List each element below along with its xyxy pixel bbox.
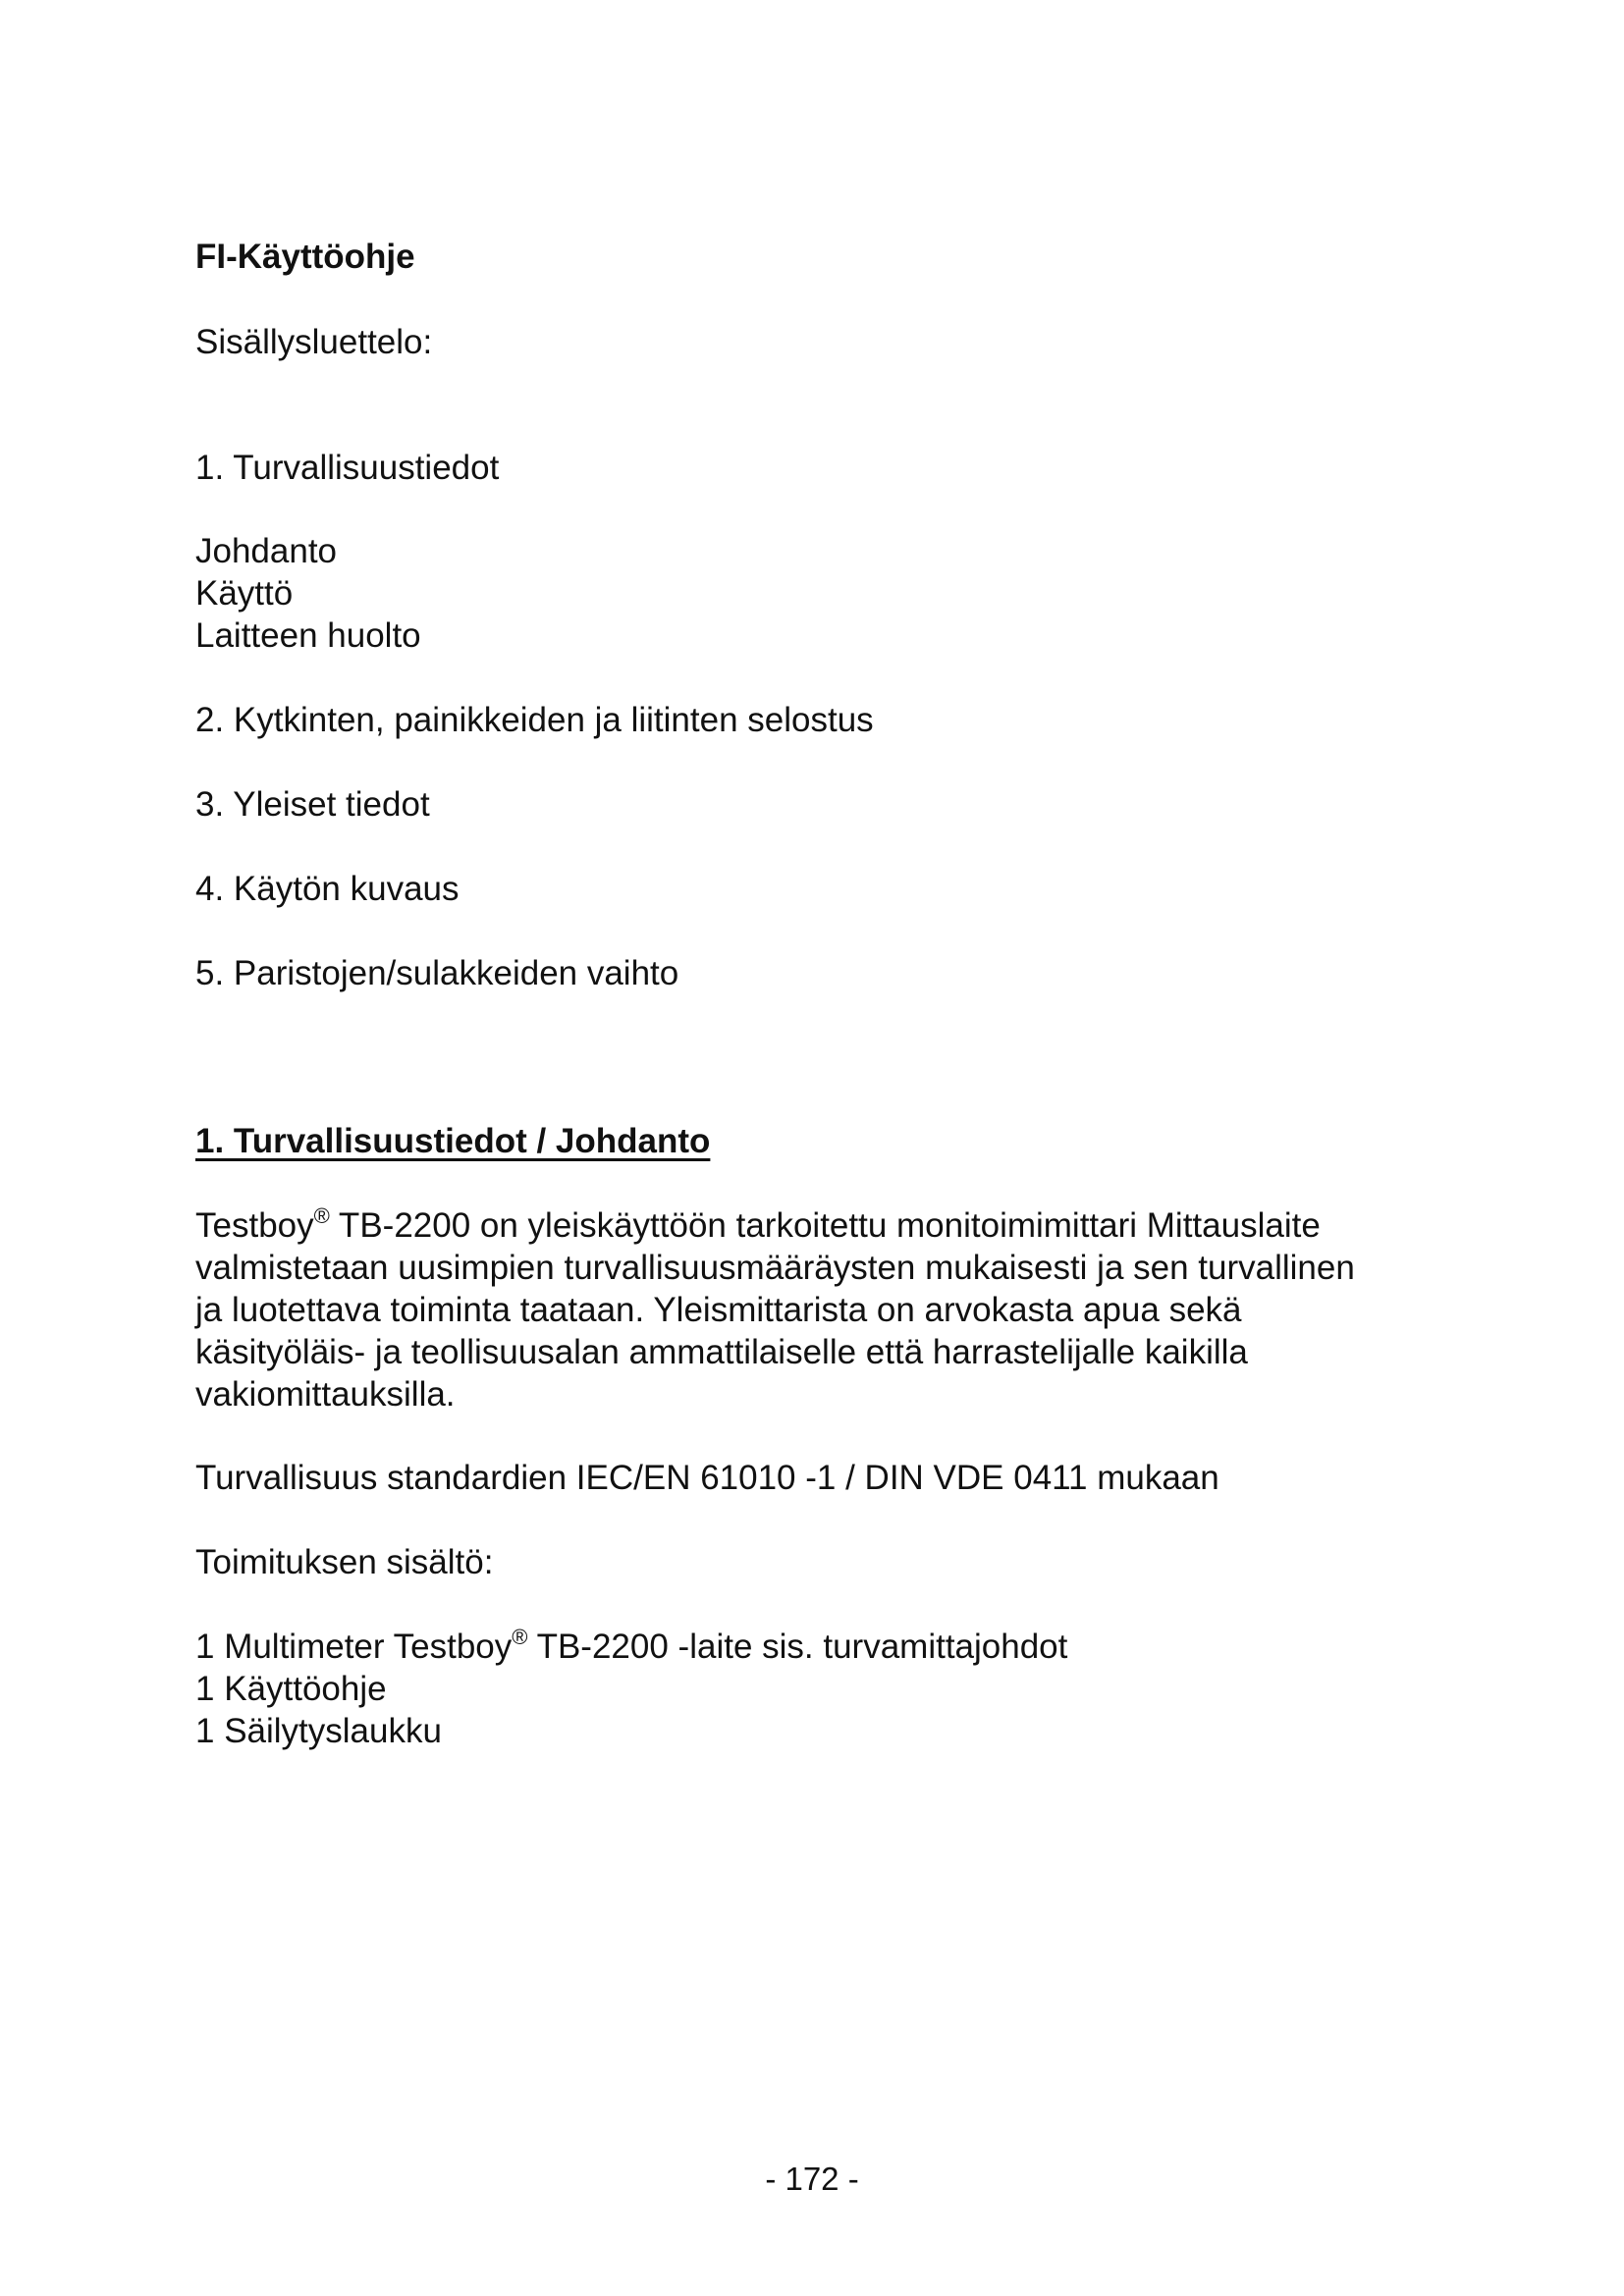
brand-name: Testboy <box>195 1206 314 1245</box>
document-title: FI-Käyttöohje <box>195 238 415 276</box>
toc-subitem-huolto: Laitteen huolto <box>195 616 421 655</box>
intro-paragraph-line-1 <box>195 1204 1321 1247</box>
delivery-item-case: 1 Säilytyslaukku <box>195 1712 442 1750</box>
toc-item-2: 2. Kytkinten, painikkeiden ja liitinten selostus <box>195 701 874 739</box>
registered-mark: ® <box>313 1203 330 1228</box>
toc-heading: Sisällysluettelo: <box>195 323 433 361</box>
delivery-item-multimeter <box>195 1626 1067 1668</box>
toc-item-4: 4. Käytön kuvaus <box>195 870 460 908</box>
page-number: - 172 - <box>765 2161 859 2197</box>
toc-subitem-kaytto: Käyttö <box>195 574 294 613</box>
intro-paragraph-line-3: ja luotettava toiminta taataan. Yleismittarista on arvokasta apua sekä <box>195 1291 1242 1329</box>
delivery-item-manual: 1 Käyttöohje <box>195 1670 387 1708</box>
intro-paragraph-line-5: vakiomittauksilla. <box>195 1375 456 1414</box>
toc-subitem-johdanto: Johdanto <box>195 532 338 570</box>
delivery-heading: Toimituksen sisältö: <box>195 1543 494 1581</box>
toc-item-3: 3. Yleiset tiedot <box>195 785 430 824</box>
toc-item-1: 1. Turvallisuustiedot <box>195 449 500 487</box>
delivery-item-1-pre: 1 Multimeter Testboy <box>195 1628 513 1666</box>
section-heading: 1. Turvallisuustiedot / Johdanto <box>195 1122 711 1160</box>
delivery-item-1-post: TB-2200 -laite sis. turvamittajohdot <box>527 1628 1068 1666</box>
registered-mark: ® <box>512 1625 528 1649</box>
intro-paragraph-line-2: valmistetaan uusimpien turvallisuusmääräysten mukaisesti ja sen turvallinen <box>195 1249 1355 1287</box>
toc-item-5: 5. Paristojen/sulakkeiden vaihto <box>195 954 679 992</box>
intro-paragraph-line-4: käsityöläis- ja teollisuusalan ammattilaiselle että harrastelijalle kaikilla <box>195 1333 1248 1371</box>
intro-line-1-text: TB-2200 on yleiskäyttöön tarkoitettu monitoimimittari Mittauslaite <box>329 1206 1321 1245</box>
safety-standard: Turvallisuus standardien IEC/EN 61010 -1 / DIN VDE 0411 mukaan <box>195 1459 1219 1497</box>
